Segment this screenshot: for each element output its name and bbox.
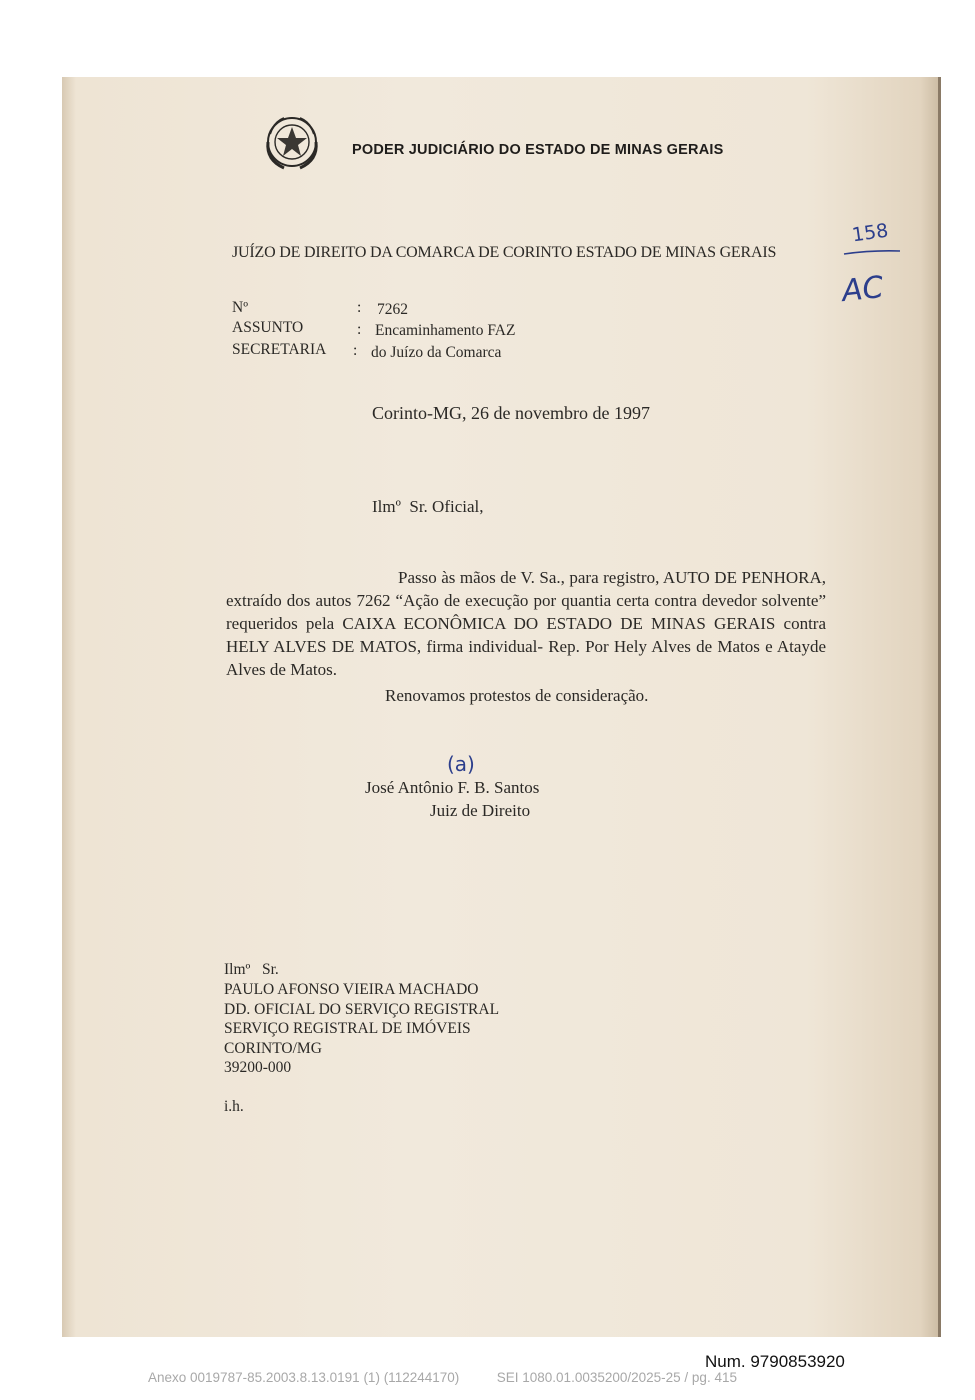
letter-body-text: Passo às mãos de V. Sa., para registro, AUTO DE PENHORA, extraído dos autos 7262 “Ação de execução por quantia certa contra devedor solvente” requeridos pela CAIXA ECONÔMICA DO ESTADO DE MINAS GERAIS contra HELY ALVES DE MATOS, firma individual- Rep. Por Hely Alves de Matos e Atayde Alves de Matos.: [226, 568, 826, 679]
handwritten-initials: AC: [840, 269, 886, 310]
place-date: Corinto-MG, 26 de novembro de 1997: [372, 403, 650, 423]
typist-initials: i.h.: [224, 1098, 244, 1115]
field-number-label: Nº: [232, 299, 248, 316]
field-subject-sep: :: [357, 321, 362, 338]
field-secretaria-value: do Juízo da Comarca: [371, 344, 502, 361]
closing-line: Renovamos protestos de consideração.: [385, 686, 649, 705]
coat-of-arms-seal: [260, 112, 324, 174]
document-number: Num. 9790853920: [705, 1352, 845, 1371]
salutation: Ilmº Sr. Oficial,: [372, 497, 484, 516]
field-subject-label: ASSUNTO: [232, 319, 304, 336]
letterhead-org: PODER JUDICIÁRIO DO ESTADO DE MINAS GERAIS: [352, 142, 724, 158]
recipient-line-1: Ilmº Sr.: [224, 961, 279, 978]
recipient-line-3: DD. OFICIAL DO SERVIÇO REGISTRAL: [224, 1001, 500, 1018]
footer-metadata: Anexo 0019787-85.2003.8.13.0191 (1) (112244170) SEI 1080.01.0035200/2025-25 / pg. 415: [148, 1370, 737, 1385]
field-secretaria-sep: :: [353, 342, 358, 359]
scanned-page: [62, 77, 941, 1337]
field-subject-value: Encaminhamento FAZ: [375, 322, 516, 339]
signature-annotation: (a): [447, 752, 475, 776]
recipient-line-2: PAULO AFONSO VIEIRA MACHADO: [224, 981, 479, 998]
handwritten-underline: [842, 248, 902, 258]
field-secretaria-label: SECRETARIA: [232, 341, 327, 358]
letter-body: [226, 566, 826, 681]
signatory-name: José Antônio F. B. Santos: [365, 778, 540, 797]
signatory-title: Juiz de Direito: [430, 801, 531, 820]
field-number-value: 7262: [377, 301, 408, 318]
court-heading: JUÍZO DE DIREITO DA COMARCA DE CORINTO ESTADO DE MINAS GERAIS: [232, 244, 777, 261]
field-number-sep: :: [357, 299, 362, 316]
handwritten-page-number: 158: [850, 219, 890, 247]
recipient-line-4: SERVIÇO REGISTRAL DE IMÓVEIS: [224, 1020, 471, 1037]
recipient-line-5: CORINTO/MG: [224, 1040, 322, 1057]
recipient-line-6: 39200-000: [224, 1059, 292, 1076]
